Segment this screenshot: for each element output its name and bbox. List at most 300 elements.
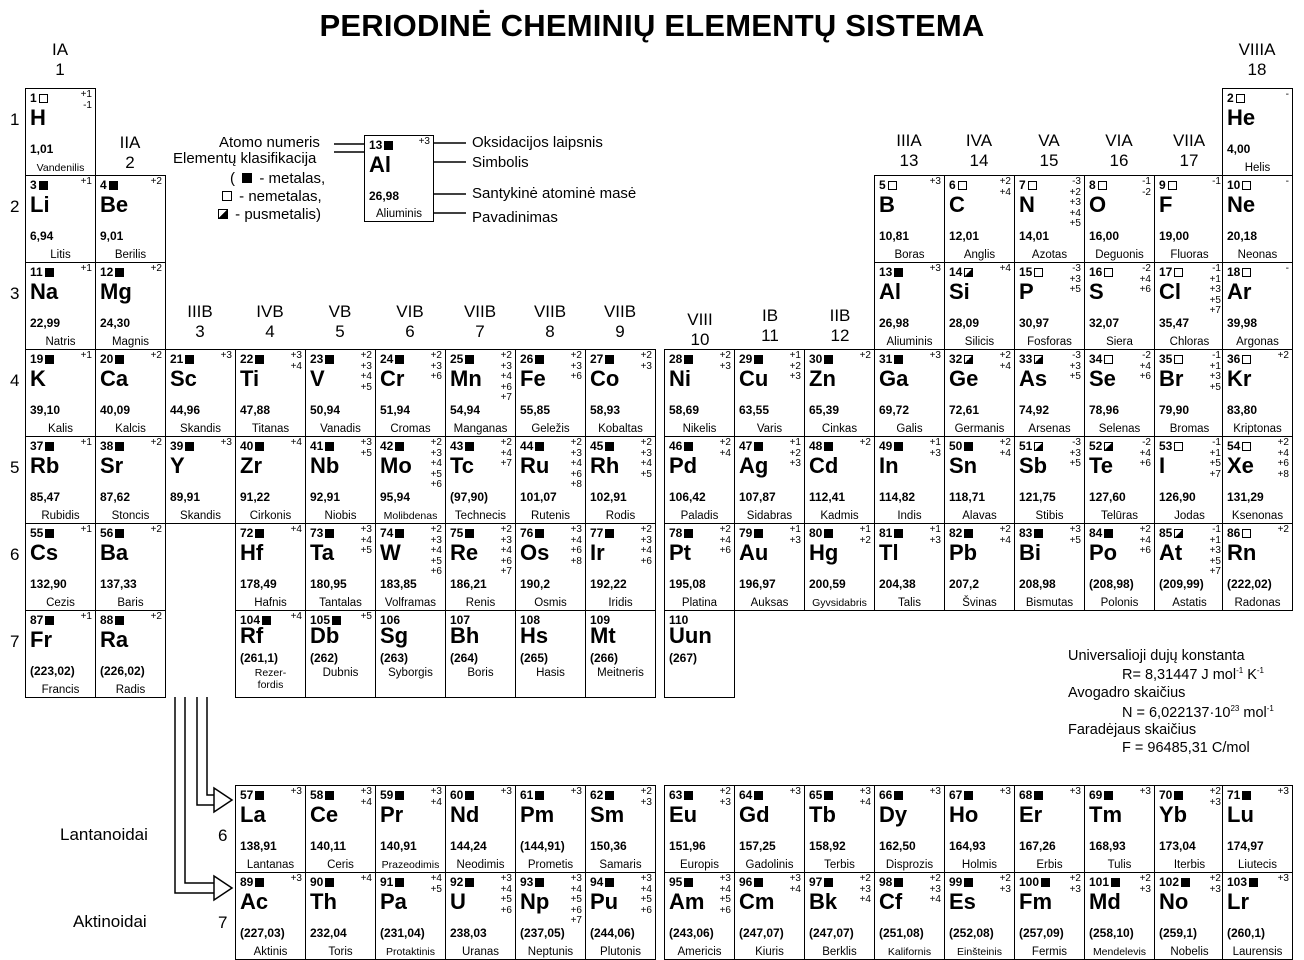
oxidation-states: -2 +4 +6	[1139, 350, 1151, 382]
element-cell-er	[1014, 785, 1085, 873]
atomic-number: 90	[310, 875, 334, 889]
metal-marker-icon	[535, 529, 544, 538]
atomic-number: 88	[100, 613, 124, 627]
atomic-mass: 47,88	[240, 403, 271, 417]
element-symbol: Cr	[380, 366, 405, 391]
oxidation-states: +1	[80, 524, 92, 535]
element-symbol: In	[879, 453, 899, 478]
oxidation-states: -	[1285, 89, 1289, 100]
element-name: Nikelis	[682, 423, 717, 435]
atomic-mass: 51,94	[380, 403, 411, 417]
oxidation-states: +4	[290, 611, 302, 622]
element-symbol: Hg	[809, 540, 839, 565]
oxidation-states: +3	[500, 786, 512, 797]
metal-marker-icon	[325, 355, 334, 364]
element-cell-f	[1154, 175, 1225, 263]
oxidation-states: +2 +3	[719, 786, 731, 808]
element-cell-db	[305, 610, 376, 698]
element-name: Kriptonas	[1233, 423, 1282, 435]
atomic-mass: 32,07	[1089, 316, 1120, 330]
atomic-mass: 138,91	[240, 839, 277, 853]
atomic-mass: 4,00	[1227, 142, 1251, 156]
metal-marker-icon	[325, 791, 334, 800]
group-label-8: VIIB 8	[533, 302, 567, 341]
element-name: Disprozis	[885, 859, 934, 871]
element-cell-cu	[734, 349, 805, 437]
element-symbol: Kr	[1227, 366, 1252, 391]
oxidation-states: +2	[150, 611, 162, 622]
element-symbol: Db	[310, 623, 340, 648]
element-symbol: Si	[949, 279, 970, 304]
element-cell-mn	[445, 349, 516, 437]
atomic-mass: 192,22	[590, 577, 627, 591]
semimetal-marker-icon	[1104, 442, 1113, 451]
element-name: Rodis	[605, 510, 636, 522]
metal-marker-icon	[262, 616, 271, 625]
element-name: Fosforas	[1027, 336, 1072, 348]
element-cell-eu	[664, 785, 735, 873]
element-symbol: Rf	[240, 623, 264, 648]
oxidation-states: -1 +1 +3 +5	[1209, 350, 1221, 393]
atomic-mass: 12,01	[949, 229, 980, 243]
element-name: Germanis	[954, 423, 1005, 435]
metal-marker-icon	[325, 442, 334, 451]
metal-marker-icon	[894, 878, 903, 887]
element-symbol: Sr	[100, 453, 124, 478]
nonmetal-marker-icon	[39, 94, 48, 103]
nonmetal-marker-icon	[1104, 268, 1113, 277]
metal-marker-icon	[255, 878, 264, 887]
atomic-number: 25	[450, 352, 474, 366]
element-symbol: As	[1019, 366, 1048, 391]
oxidation-states: +3	[1277, 786, 1289, 797]
atomic-mass: (97,90)	[450, 490, 489, 504]
atomic-mass: 173,04	[1159, 839, 1196, 853]
element-symbol: Rb	[30, 453, 60, 478]
metal-marker-icon	[45, 529, 54, 538]
atomic-mass: 78,96	[1089, 403, 1120, 417]
metal-marker-icon	[754, 791, 763, 800]
oxidation-states: +2 +3	[640, 350, 652, 372]
period-label-4: 4	[10, 371, 20, 390]
element-symbol: S	[1089, 279, 1104, 304]
element-symbol: Ba	[100, 540, 129, 565]
oxidation-states: -2 +4 +6	[1139, 437, 1151, 469]
atomic-mass: 178,49	[240, 577, 277, 591]
oxidation-states: +3 +5	[1069, 524, 1081, 546]
atomic-mass: (251,08)	[879, 926, 924, 940]
element-cell-at	[1154, 523, 1225, 611]
atomic-mass: (259,1)	[1159, 926, 1198, 940]
element-symbol: Hf	[240, 540, 264, 565]
element-name: Bismutas	[1025, 597, 1074, 609]
metal-marker-icon	[535, 442, 544, 451]
nonmetal-marker-icon	[958, 181, 967, 190]
metal-marker-icon	[242, 173, 252, 183]
atomic-number: 84	[1089, 526, 1113, 540]
oxidation-states: +3 +4 +6 +8	[570, 524, 582, 567]
metal-marker-icon	[115, 355, 124, 364]
nonmetal-marker-icon	[1174, 442, 1183, 451]
atomic-mass: (247,07)	[739, 926, 784, 940]
element-name: Manganas	[453, 423, 508, 435]
atomic-mass: 92,91	[310, 490, 341, 504]
atomic-mass: (227,03)	[240, 926, 285, 940]
oxidation-states: +3 +4 +5 +6	[640, 873, 652, 916]
atomic-number: 13	[879, 265, 903, 279]
atomic-number: 40	[240, 439, 264, 453]
group-label-13: IIIA 13	[896, 131, 922, 170]
element-cell-rf	[235, 610, 306, 698]
element-cell-pm	[515, 785, 586, 873]
semimetal-marker-icon	[218, 209, 228, 219]
atomic-mass: 167,26	[1019, 839, 1056, 853]
element-name: Anglis	[963, 249, 996, 261]
element-symbol: Li	[30, 192, 50, 217]
oxidation-states: +3 +4	[789, 873, 801, 895]
atomic-number: 48	[809, 439, 833, 453]
element-name: Varis	[756, 423, 783, 435]
element-symbol: Mt	[590, 623, 616, 648]
atomic-mass: 195,08	[669, 577, 706, 591]
metal-marker-icon	[535, 355, 544, 364]
element-name: Americis	[677, 946, 722, 958]
atomic-mass: 1,01	[30, 142, 54, 156]
metal-marker-icon	[824, 878, 833, 887]
element-symbol: Au	[739, 540, 769, 565]
atomic-mass: 232,04	[310, 926, 347, 940]
element-symbol: K	[30, 366, 46, 391]
atomic-number: 110	[669, 613, 689, 627]
atomic-number: 105	[310, 613, 341, 627]
lanthanoids-label: Lantanoidai	[60, 825, 148, 844]
element-name: Gadolinis	[745, 859, 794, 871]
element-name: Kadmis	[820, 510, 859, 522]
element-symbol: No	[1159, 889, 1189, 914]
atomic-number: 32	[949, 352, 973, 366]
element-name: Boras	[894, 249, 925, 261]
oxidation-states: +2 +3 +6	[570, 350, 582, 382]
element-name: Radonas	[1234, 597, 1281, 609]
atomic-number: 76	[520, 526, 544, 540]
element-name: Europis	[680, 859, 719, 871]
atomic-mass: 106,42	[669, 490, 706, 504]
semimetal-marker-icon	[1174, 529, 1183, 538]
element-cell-md	[1084, 872, 1155, 960]
element-cell-bi	[1014, 523, 1085, 611]
atomic-number: 66	[879, 788, 903, 802]
element-cell-se	[1084, 349, 1155, 437]
element-name: Liutecis	[1238, 859, 1277, 871]
atomic-number: 57	[240, 788, 264, 802]
element-symbol: Fm	[1019, 889, 1052, 914]
atomic-number: 91	[380, 875, 404, 889]
element-symbol: Cf	[879, 889, 903, 914]
gas-constant-title: Universalioji dujų konstanta	[1068, 648, 1245, 664]
element-name: Švinas	[962, 597, 997, 609]
element-symbol: Ce	[310, 802, 339, 827]
element-cell-ni	[664, 349, 735, 437]
nonmetal-marker-icon	[1174, 355, 1183, 364]
atomic-mass: 162,50	[879, 839, 916, 853]
element-symbol: Na	[30, 279, 59, 304]
atomic-number: 94	[590, 875, 614, 889]
atomic-number: 70	[1159, 788, 1183, 802]
metal-marker-icon	[1242, 791, 1251, 800]
nonmetal-marker-icon	[1236, 94, 1245, 103]
element-name: Jodas	[1174, 510, 1205, 522]
oxidation-states: +1 +3	[929, 524, 941, 546]
nonmetal-marker-icon	[1242, 529, 1251, 538]
oxidation-states: +3	[999, 786, 1011, 797]
element-name: Skandis	[180, 510, 221, 522]
element-cell-zn	[804, 349, 875, 437]
element-cell-ta	[305, 523, 376, 611]
oxidation-states: -1 +1 +3 +5 +7	[1209, 263, 1221, 316]
metal-marker-icon	[1111, 878, 1120, 887]
element-name: Paladis	[680, 510, 719, 522]
element-name: Bromas	[1169, 423, 1210, 435]
atomic-number: 52	[1089, 439, 1113, 453]
atomic-number: 80	[809, 526, 833, 540]
element-cell-rn	[1222, 523, 1293, 611]
oxidation-states: +1 -1	[80, 89, 92, 111]
atomic-mass: 208,98	[1019, 577, 1056, 591]
atomic-mass: 144,24	[450, 839, 487, 853]
page-title: PERIODINĖ CHEMINIŲ ELEMENTŲ SISTEMA	[319, 8, 985, 43]
element-symbol: Cu	[739, 366, 769, 391]
element-name: Syborgis	[388, 667, 433, 679]
element-name: Skandis	[180, 423, 221, 435]
atomic-mass: 127,60	[1089, 490, 1126, 504]
element-cell-ho	[944, 785, 1015, 873]
element-cell-be	[95, 175, 166, 263]
nonmetal-marker-icon	[1098, 181, 1107, 190]
atomic-number: 69	[1089, 788, 1113, 802]
atomic-mass: 131,29	[1227, 490, 1264, 504]
atomic-mass: 26,98	[879, 316, 910, 330]
atomic-mass: 140,11	[310, 839, 347, 853]
element-symbol: Ti	[240, 366, 260, 391]
metal-marker-icon	[535, 791, 544, 800]
element-cell-c	[944, 175, 1015, 263]
element-name: Argonas	[1236, 336, 1279, 348]
element-cell-sg	[375, 610, 446, 698]
element-name: Arsenas	[1028, 423, 1071, 435]
metal-marker-icon	[824, 442, 833, 451]
element-cell-nd	[445, 785, 516, 873]
element-symbol: Zr	[240, 453, 262, 478]
element-name: Rubidis	[41, 510, 80, 522]
element-symbol: Sg	[380, 623, 409, 648]
element-cell-y	[165, 436, 236, 524]
nonmetal-marker-icon	[222, 191, 232, 201]
metal-marker-icon	[115, 442, 124, 451]
atomic-mass: 39,10	[30, 403, 61, 417]
oxidation-states: +3	[290, 786, 302, 797]
element-symbol: V	[310, 366, 325, 391]
element-cell-mo	[375, 436, 446, 524]
element-name: Fermis	[1031, 946, 1068, 958]
metal-marker-icon	[45, 442, 54, 451]
atomic-number: 99	[949, 875, 973, 889]
element-cell-np	[515, 872, 586, 960]
semimetal-marker-icon	[1034, 355, 1043, 364]
atomic-number: 46	[669, 439, 693, 453]
element-name: Boris	[467, 667, 494, 679]
atomic-number: 6	[949, 178, 967, 192]
oxidation-states: +3	[1277, 873, 1289, 884]
element-name: Stibis	[1035, 510, 1064, 522]
element-symbol: H	[30, 105, 46, 130]
element-symbol: Xe	[1227, 453, 1254, 478]
metal-marker-icon	[1181, 878, 1190, 887]
element-name: Dubnis	[322, 667, 359, 679]
element-name: Helis	[1244, 162, 1271, 174]
oxidation-states: +2 +4	[719, 437, 731, 459]
element-name: Siera	[1106, 336, 1133, 348]
atomic-mass: 22,99	[30, 316, 61, 330]
metal-marker-icon	[465, 355, 474, 364]
element-name: Osmis	[534, 597, 567, 609]
element-symbol: Ni	[669, 366, 691, 391]
element-cell-na	[25, 262, 96, 350]
atomic-number: 24	[380, 352, 404, 366]
atomic-number: 79	[739, 526, 763, 540]
atomic-number: 18	[1227, 265, 1251, 279]
element-name: Kiuris	[755, 946, 784, 958]
atomic-mass: 107,87	[739, 490, 776, 504]
group-label-3: IIIB 3	[187, 302, 213, 341]
element-cell-s	[1084, 262, 1155, 350]
oxidation-states: +2 +3 +4 +6	[640, 524, 652, 567]
element-symbol: La	[240, 802, 266, 827]
atomic-number: 78	[669, 526, 693, 540]
group-label-2: IIA 2	[119, 133, 141, 172]
metal-marker-icon	[395, 442, 404, 451]
element-symbol: Tm	[1089, 802, 1122, 827]
nonmetal-marker-icon	[1242, 442, 1251, 451]
atomic-number: 10	[1227, 178, 1251, 192]
metal-marker-icon	[109, 181, 118, 190]
atomic-mass: (237,05)	[520, 926, 565, 940]
metal-marker-icon	[894, 791, 903, 800]
element-name: Alavas	[962, 510, 997, 522]
oxidation-states: +1 +2 +3	[789, 350, 801, 382]
atomic-number: 86	[1227, 526, 1251, 540]
atomic-number: 42	[380, 439, 404, 453]
actinoids-label: Aktinoidai	[73, 912, 147, 931]
atomic-mass: (208,98)	[1089, 577, 1134, 591]
group-label-17: VIIA 17	[1172, 131, 1206, 170]
oxidation-states: +2	[859, 350, 871, 361]
element-name: Protaktinis	[385, 946, 436, 958]
element-name: Iridis	[608, 597, 633, 609]
atomic-number: 5	[879, 178, 897, 192]
nonmetal-marker-icon	[1242, 268, 1251, 277]
oxidation-states: +2 +4	[999, 437, 1011, 459]
oxidation-states: -	[1285, 263, 1289, 274]
element-cell-pu	[585, 872, 656, 960]
element-name: Stoncis	[111, 510, 150, 522]
element-name: Azotas	[1031, 249, 1068, 261]
nonmetal-marker-icon	[1034, 268, 1043, 277]
oxidation-states: +4 +5	[430, 873, 442, 895]
element-cell-in	[874, 436, 945, 524]
element-symbol: Er	[1019, 802, 1043, 827]
element-name: Ksenonas	[1231, 510, 1284, 522]
atomic-mass: 74,92	[1019, 403, 1050, 417]
element-symbol: Te	[1089, 453, 1114, 478]
oxidation-states: -2 +4 +6	[1139, 263, 1151, 295]
element-symbol: He	[1227, 105, 1256, 130]
atomic-mass: 204,38	[879, 577, 916, 591]
atomic-number: 95	[669, 875, 693, 889]
element-symbol: Se	[1089, 366, 1116, 391]
element-cell-tc	[445, 436, 516, 524]
oxidation-states: +2 +3	[999, 873, 1011, 895]
element-name: Natris	[45, 336, 76, 348]
oxidation-states: +2 +4 +7	[500, 437, 512, 469]
group-label-14: IVA 14	[965, 131, 993, 170]
element-name: Cirkonis	[249, 510, 292, 522]
element-cell-ag	[734, 436, 805, 524]
atomic-mass: (209,99)	[1159, 577, 1204, 591]
atomic-mass: 114,82	[879, 490, 916, 504]
element-symbol: Pu	[590, 889, 619, 914]
atomic-mass: 55,85	[520, 403, 551, 417]
atomic-mass: 196,97	[739, 577, 776, 591]
oxidation-states: +3	[570, 786, 582, 797]
element-name: Plutonis	[600, 946, 641, 958]
atomic-number: 3	[30, 178, 48, 192]
atomic-mass: 137,33	[100, 577, 137, 591]
atomic-number: 38	[100, 439, 124, 453]
element-cell-cs	[25, 523, 96, 611]
element-cell-o	[1084, 175, 1155, 263]
atomic-number: 104	[240, 613, 271, 627]
metal-marker-icon	[824, 791, 833, 800]
period-label-5: 5	[10, 458, 20, 477]
oxidation-states: +3	[220, 350, 232, 361]
element-symbol: Sn	[949, 453, 978, 478]
metal-marker-icon	[395, 355, 404, 364]
legend-atomic-number: Atomo numeris	[219, 134, 320, 151]
atomic-number: 85	[1159, 526, 1183, 540]
element-cell-ce	[305, 785, 376, 873]
metal-marker-icon	[45, 355, 54, 364]
element-cell-k	[25, 349, 96, 437]
element-name: Samaris	[599, 859, 642, 871]
element-symbol: Bi	[1019, 540, 1041, 565]
oxidation-states: +2 +3 +4 +6 +7	[500, 350, 512, 403]
element-cell-lu	[1222, 785, 1293, 873]
element-symbol: Co	[590, 366, 620, 391]
oxidation-states: +2	[859, 437, 871, 448]
oxidation-states: +3	[929, 263, 941, 274]
oxidation-states: +1 +3	[929, 437, 941, 459]
oxidation-states: +2 +3 +4	[859, 873, 871, 905]
metal-marker-icon	[395, 878, 404, 887]
legend-example-symbol: Al	[369, 152, 391, 177]
atomic-mass: 40,09	[100, 403, 131, 417]
element-symbol: Sb	[1019, 453, 1048, 478]
element-cell-xe	[1222, 436, 1293, 524]
element-cell-tm	[1084, 785, 1155, 873]
element-cell-pr	[375, 785, 446, 873]
atomic-number: 11	[30, 265, 54, 279]
element-symbol: Uun	[669, 623, 712, 648]
